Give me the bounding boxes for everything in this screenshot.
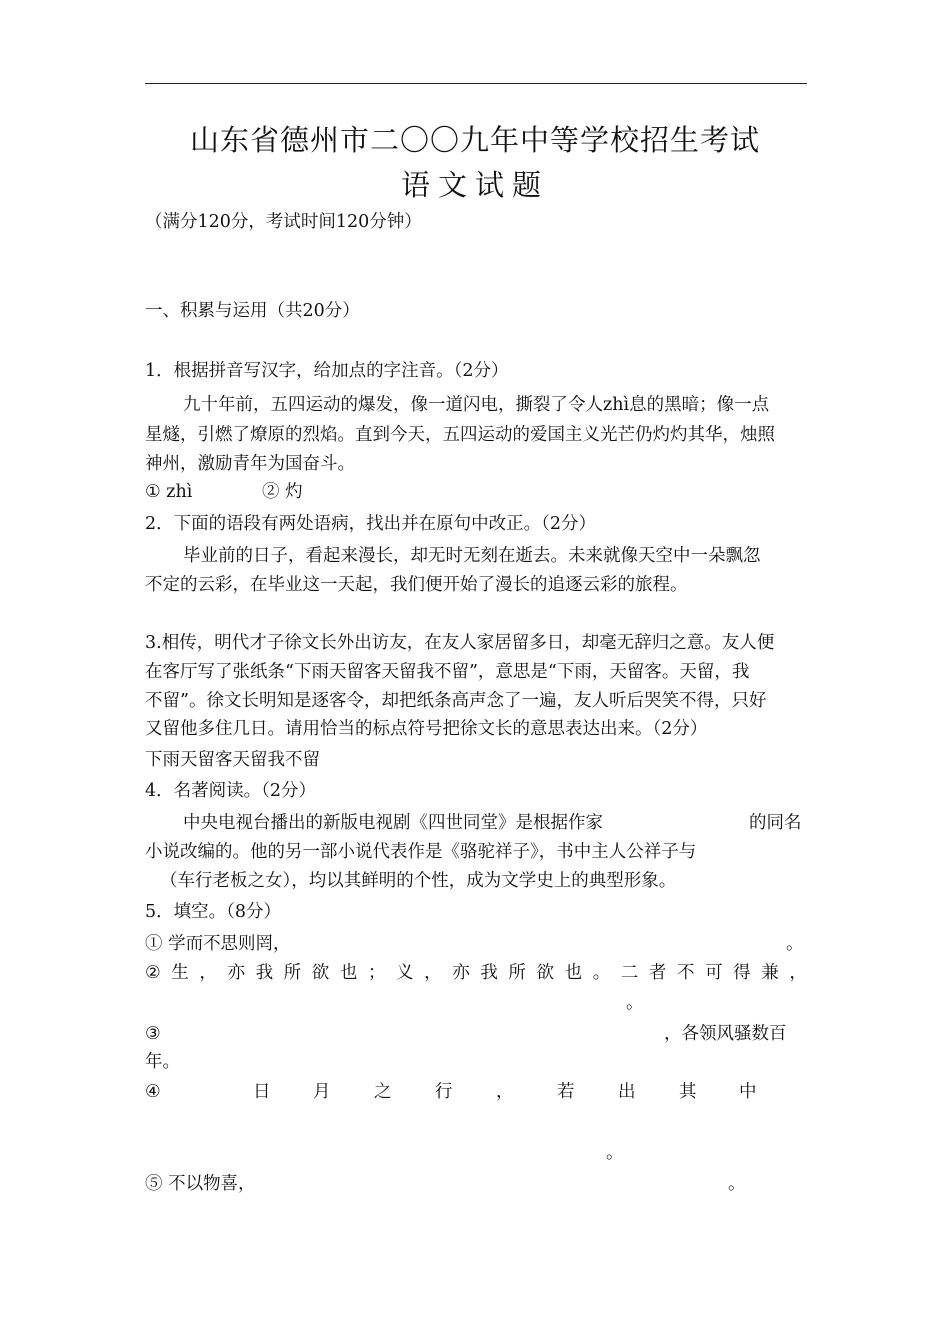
exam-subtitle: 语文试题: [400, 168, 549, 202]
char: ；: [367, 963, 386, 983]
q1-passage-line: 星燧，引燃了燎原的烈焰。直到今天，五四运动的爱国主义光芒仍灼灼其华，烛照: [145, 425, 775, 445]
q4-prompt: 4．名著阅读。（2分）: [145, 781, 317, 801]
char: 中: [739, 1082, 757, 1102]
char: 生: [171, 963, 189, 983]
q3-passage-line: 3.相传，明代才子徐文长外出访友，在友人家居留多日，却毫无辞归之意。友人便: [145, 633, 775, 653]
q4-passage-line: 中央电视台播出的新版电视剧《四世同堂》是根据作家: [183, 813, 603, 833]
char: 欲: [311, 963, 330, 983]
char: 义: [396, 963, 414, 983]
char: ④: [145, 1082, 161, 1102]
char: 所: [283, 963, 302, 983]
char: ，: [199, 963, 217, 983]
char: 得: [733, 963, 751, 983]
q5-item-3-text: ，各领风骚数百: [664, 1024, 787, 1044]
q1-passage-line: 神州，激励青年为国奋斗。: [145, 454, 355, 474]
q5-item-5: ⑤ 不以物喜，: [145, 1174, 256, 1194]
exam-note: （满分120分，考试时间120分钟）: [145, 212, 422, 232]
char: 二: [620, 963, 639, 983]
q1-answer-2: ② 灼: [262, 482, 303, 502]
char: 亦: [452, 963, 470, 983]
char: 行: [435, 1082, 453, 1102]
q5-item-1: ① 学而不思则罔，: [145, 934, 291, 954]
q3-passage-line: 又留他多住几日。请用恰当的标点符号把徐文长的意思表达出来。（2分）: [145, 719, 708, 739]
q1-prompt: 1．根据拼音写汉字，给加点的字注音。（2分）: [145, 361, 509, 381]
char: 所: [508, 963, 526, 983]
q1-passage-line: 九十年前，五四运动的爆发，像一道闪电，撕裂了令人zhì息的黑暗；像一点: [183, 395, 770, 415]
char: 日: [253, 1082, 271, 1102]
char: 亦: [227, 963, 245, 983]
char: 者: [648, 963, 667, 983]
q5-item-2: [145, 961, 807, 985]
q3-passage-line: 在客厅写了张纸条“下雨天留客天留我不留”，意思是“下雨，天留客。天留，我: [145, 662, 750, 682]
char: 我: [480, 963, 498, 983]
char: 出: [618, 1082, 636, 1102]
q4-passage-line: （车行老板之女），均以其鲜明的个性，成为文学史上的典型形象。: [160, 871, 677, 891]
char: 不: [676, 963, 695, 983]
blank-period: 。: [786, 934, 804, 954]
char: 其: [679, 1082, 697, 1102]
q5-item-3-continued: 年。: [145, 1052, 180, 1072]
char: ，: [424, 963, 442, 983]
section-heading: 一、积累与运用（共20分）: [145, 301, 360, 321]
q2-passage-line: 毕业前的日子，看起来漫长，却无时无刻在逝去。未来就像天空中一朵飘忽: [183, 546, 761, 566]
char: 也: [564, 963, 583, 983]
q1-answer-1: ① zhì: [145, 482, 193, 502]
char: ，: [789, 963, 807, 983]
char: 。: [592, 963, 611, 983]
exam-title: 山东省德州市二〇〇九年中等学校招生考试: [189, 123, 760, 157]
char: 若: [557, 1082, 575, 1102]
blank-period: 。: [626, 993, 644, 1013]
char: ，: [496, 1082, 514, 1102]
char: 也: [339, 963, 358, 983]
q2-prompt: 2．下面的语段有两处语病，找出并在原句中改正。（2分）: [145, 514, 597, 534]
char: 月: [313, 1082, 331, 1102]
char: 兼: [761, 963, 779, 983]
q3-text: 下雨天留客天留我不留: [145, 750, 320, 770]
blank-period: 。: [728, 1174, 746, 1194]
header-rule: [145, 83, 807, 84]
q5-prompt: 5．填空。（8分）: [145, 902, 282, 922]
char: 可: [705, 963, 723, 983]
q5-item-3-number: ③: [145, 1024, 161, 1044]
blank-period: 。: [606, 1143, 624, 1163]
q3-passage-line: 不留”。徐文长明知是逐客令，却把纸条高声念了一遍，友人听后哭笑不得，只好: [145, 691, 767, 711]
char: ②: [145, 963, 161, 983]
q4-passage-line: 小说改编的。他的另一部小说代表作是《骆驼祥子》，书中主人公祥子与: [145, 842, 697, 862]
char: 我: [255, 963, 274, 983]
char: 之: [374, 1082, 392, 1102]
char: 欲: [536, 963, 555, 983]
q2-passage-line: 不定的云彩，在毕业这一天起，我们便开始了漫长的追逐云彩的旅程。: [145, 575, 688, 595]
q4-passage-line: 的同名: [749, 813, 802, 833]
